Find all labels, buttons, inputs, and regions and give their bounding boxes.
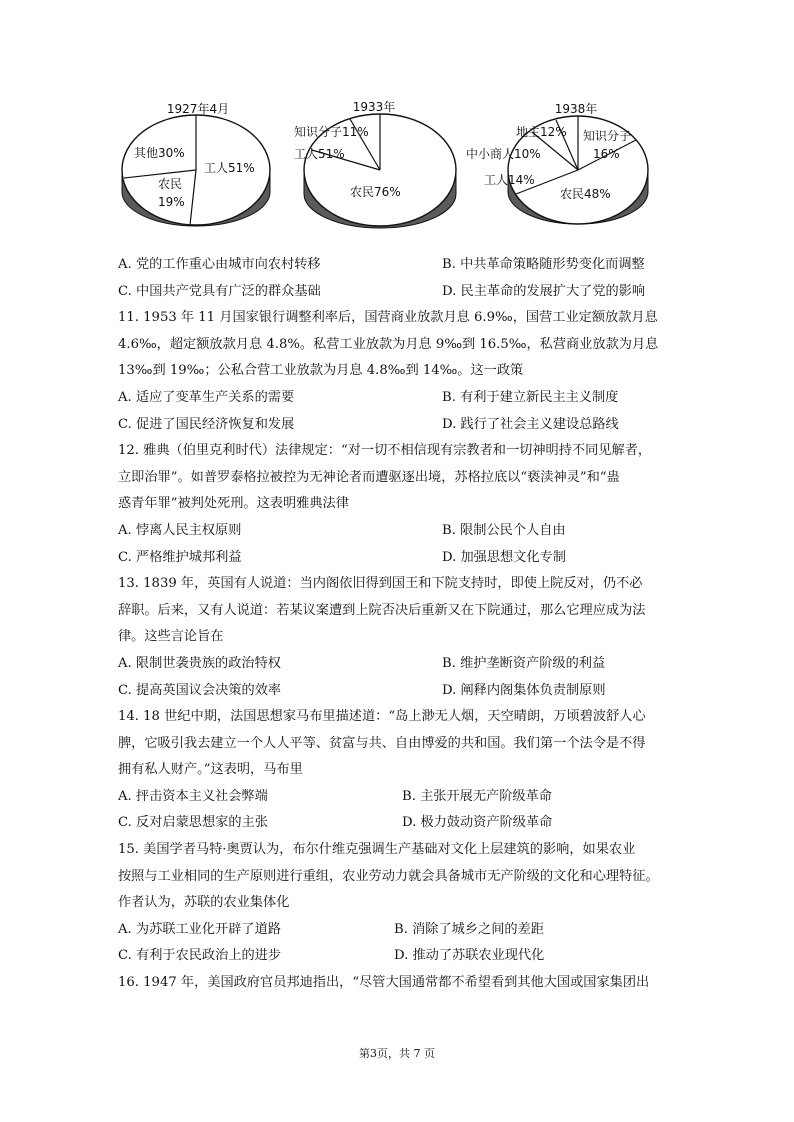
q15-line-3: 作者认为，苏联的农业集体化 — [118, 895, 290, 911]
q15-line-2: 按照与工业相同的生产原则进行重组，农业劳动力就会具备城市无产阶级的文化和心理特征。 — [118, 868, 659, 884]
q12-option-d: D. 加强思想文化专制 — [442, 549, 566, 565]
chart-title-1933: 1933年 — [352, 100, 396, 114]
q10-options — [118, 252, 678, 305]
slice-label-peasants-1927-pct: 19% — [158, 195, 185, 209]
slice-label-intellectuals-1933: 知识分子11% — [294, 125, 369, 139]
q11-option-d: D. 践行了社会主义建设总路线 — [442, 416, 619, 432]
q14-line-2: 脾，它吸引我去建立一个人人平等、贫富与共、自由博爱的共和国。我们第一个法令是不得 — [118, 735, 646, 751]
q14-option-b: B. 主张开展无产阶级革命 — [402, 788, 552, 804]
q10-option-c: C. 中国共产党具有广泛的群众基础 — [118, 283, 321, 299]
q12-line-1: 12. 雅典（伯里克利时代）法律规定：“对一切不相信现有宗教者和一切神明持不同见解者， — [118, 443, 652, 459]
q11-option-b: B. 有利于建立新民主主义制度 — [442, 389, 619, 405]
page-footer: 第3页，共 7 页 — [359, 1047, 435, 1060]
q12-option-a: A. 悖离人民主权原则 — [118, 522, 242, 538]
slice-label-intellectuals-1938: 知识分子 — [583, 129, 632, 143]
q11-line-2: 4.6‰，超定额放款月息 4.8%。私营工业放款为月息 9‰到 16.5‰，私营商业放款为月息 — [118, 336, 659, 352]
question-16 — [118, 970, 678, 997]
chart-title-1927: 1927年4月 — [166, 102, 230, 116]
q14-option-a: A. 抨击资本主义社会弊端 — [118, 788, 268, 804]
q13-line-1: 13. 1839 年，英国有人说道：当内阁依旧得到国王和下院支持时，即使上院反对，仍不必 — [118, 576, 643, 592]
q10-option-d: D. 民主革命的发展扩大了党的影响 — [442, 283, 646, 299]
questions — [118, 252, 678, 997]
question-15 — [118, 837, 678, 970]
q10-option-b: B. 中共革命策略随形势变化而调整 — [442, 257, 645, 272]
question-14 — [118, 704, 678, 837]
q12-option-c: C. 严格维护城邦利益 — [118, 549, 242, 565]
q11-line-3: 13‰到 19‰；公私合营工业放款为月息 4.8‰到 14‰。这一政策 — [118, 363, 524, 379]
q11-line-1: 11. 1953 年 11 月国家银行调整利率后，国营商业放款月息 6.9‰，国营工业定额放款月息 — [118, 310, 658, 326]
slice-label-workers-1927: 工人51% — [204, 161, 255, 175]
slice-label-workers-1933: 工人51% — [294, 147, 345, 161]
q12-option-b: B. 限制公民个人自由 — [442, 522, 566, 538]
q15-option-c: C. 有利于农民政治上的进步 — [118, 948, 282, 964]
q13-line-3: 律。这些言论旨在 — [118, 629, 224, 645]
slice-label-merchants-1938: 中小商人10% — [466, 147, 541, 161]
q14-option-c: C. 反对启蒙思想家的主张 — [118, 815, 268, 831]
q12-line-2: 立即治罪”。如普罗泰格拉被控为无神论者而遭驱逐出境，苏格拉底以“亵渎神灵”和“蛊 — [118, 469, 620, 485]
pie-chart-1933 — [294, 92, 468, 242]
q13-option-d: D. 阐释内阁集体负责制原则 — [442, 682, 606, 698]
slice-label-peasants-1927: 农民 — [158, 177, 183, 191]
q11-option-c: C. 促进了国民经济恢复和发展 — [118, 416, 295, 432]
q11-option-a: A. 适应了变革生产关系的需要 — [118, 389, 295, 405]
q14-line-3: 拥有私人财产。”这表明，马布里 — [118, 762, 303, 778]
question-12 — [118, 438, 678, 571]
chart-title-1938: 1938年 — [554, 102, 598, 116]
question-13 — [118, 571, 678, 704]
q13-option-b: B. 维护垄断资产阶级的利益 — [442, 655, 606, 671]
q15-option-d: D. 推动了苏联农业现代化 — [394, 948, 545, 964]
pie-chart-1927 — [112, 92, 282, 242]
q16-line-1: 16. 1947 年，美国政府官员邦迪指出，“尽管大国通常都不希望看到其他大国或国家集团出 — [118, 975, 650, 991]
slice-label-peasants-1933: 农民76% — [350, 185, 401, 199]
pie-chart-1938 — [466, 92, 676, 242]
q15-option-b: B. 消除了城乡之间的差距 — [394, 921, 544, 937]
q14-line-1: 14. 18 世纪中期，法国思想家马布里描述道：“岛上渺无人烟，天空晴朗，万顷碧波舒人心 — [118, 709, 646, 725]
slice-label-workers-1938: 工人14% — [484, 173, 535, 187]
slice-label-landlords-1938: 地主12% — [516, 125, 567, 139]
q15-line-1: 15. 美国学者马特·奥贾认为，布尔什维克强调生产基础对文化上层建筑的影响，如果农业 — [118, 842, 636, 858]
slice-label-peasants-1938: 农民48% — [560, 187, 611, 201]
question-11 — [118, 305, 678, 438]
q13-option-c: C. 提高英国议会决策的效率 — [118, 682, 282, 698]
q13-option-a: A. 限制世袭贵族的政治特权 — [118, 655, 281, 671]
slice-label-intellectuals-1938-pct: 16% — [593, 147, 620, 161]
q12-line-3: 惑青年罪”被判处死刑。这表明雅典法律 — [118, 496, 349, 512]
q15-option-a: A. 为苏联工业化开辟了道路 — [118, 921, 281, 937]
q13-line-2: 辞职。后来，又有人说道：若某议案遭到上院否决后重新又在下院通过，那么它理应成为法 — [118, 602, 646, 618]
q10-option-a: A. 党的工作重心由城市向农村转移 — [118, 257, 321, 272]
pie-charts — [112, 92, 672, 242]
slice-label-other-1927: 其他30% — [134, 146, 185, 160]
q14-option-d: D. 极力鼓动资产阶级革命 — [402, 815, 553, 831]
